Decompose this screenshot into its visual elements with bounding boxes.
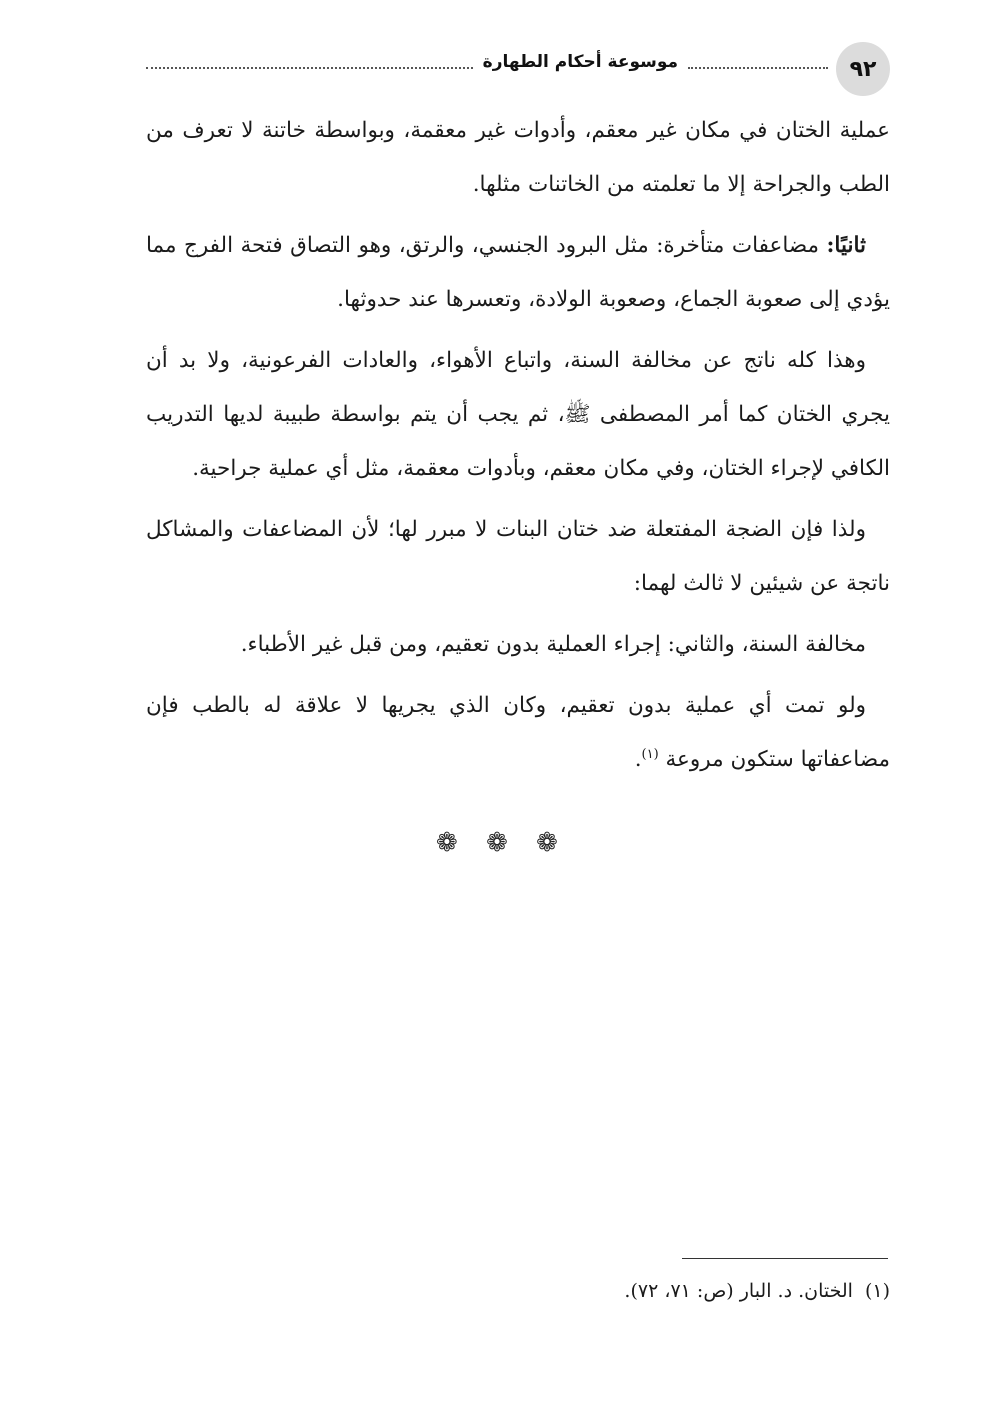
- paragraph-6-text: ولو تمت أي عملية بدون تعقيم، وكان الذي يجريها لا علاقة له بالطب فإن مضاعفاتها ستكون مروعة: [146, 693, 890, 772]
- footnote: [146, 1276, 890, 1306]
- paragraph-4: ولذا فإن الضجة المفتعلة ضد ختان البنات لا مبرر لها؛ لأن المضاعفات والمشاكل ناتجة عن شيئين لا ثالث لهما:: [146, 517, 890, 596]
- paragraph-6-end: .: [634, 747, 642, 772]
- body-text: [146, 104, 890, 794]
- page-number-badge: ٩٢: [836, 42, 890, 96]
- running-title: موسوعة أحكام الطهارة: [482, 52, 678, 72]
- paragraph-2: [146, 219, 890, 327]
- footnote-reference[interactable]: (١): [641, 746, 659, 762]
- paragraph-1: عملية الختان في مكان غير معقم، وأدوات غير معقمة، وبواسطة خاتنة لا تعرف من الطب والجراحة إلا ما تعلمته من الخاتنات مثلها.: [146, 118, 890, 197]
- paragraph-2-lead: ثانيًا:: [826, 233, 866, 258]
- leader-dots-right: [688, 67, 828, 69]
- footnote-separator: [682, 1258, 888, 1259]
- section-end-ornament: ❁ ❁ ❁: [436, 828, 568, 858]
- footnote-text: الختان. د. البار (ص: ٧١، ٧٢).: [624, 1280, 853, 1302]
- paragraph-2-text: مضاعفات متأخرة: مثل البرود الجنسي، والرتق، وهو التصاق فتحة الفرج مما يؤدي إلى صعوبة الجماع، وصعوبة الولادة، وتعسرها عند حدوثها.: [146, 233, 890, 312]
- paragraph-5: مخالفة السنة، والثاني: إجراء العملية بدون تعقيم، ومن قبل غير الأطباء.: [240, 632, 866, 657]
- page-header: [146, 42, 890, 96]
- running-title-row: [146, 52, 828, 72]
- paragraph-3: وهذا كله ناتج عن مخالفة السنة، واتباع الأهواء، والعادات الفرعونية، ولا بد أن يجري الختان كما أمر المصطفى ﷺ، ثم يجب أن يتم بواسطة طبيبة لديها التدريب الكافي لإجراء الختان، وفي مكان معقم، وبأدوات معقمة، مثل أي عملية جراحية.: [146, 348, 890, 481]
- leader-dots-left: [146, 67, 473, 69]
- footnote-number: (١): [864, 1280, 890, 1302]
- paragraph-6: [146, 679, 890, 787]
